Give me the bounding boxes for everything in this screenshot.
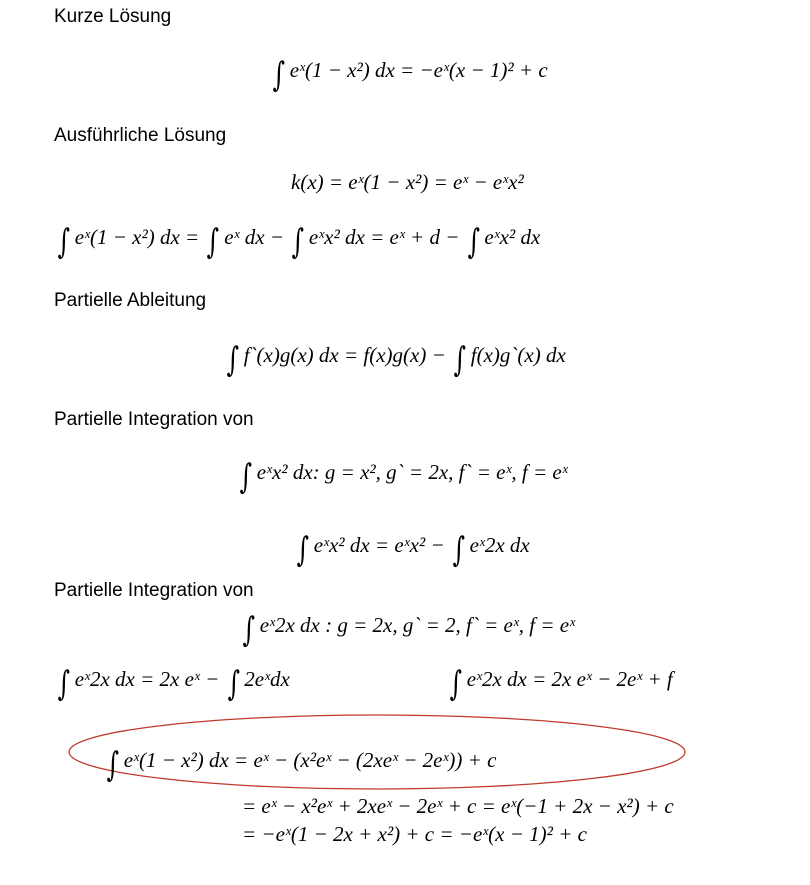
equation-combined: ∫ eˣ(1 − x²) dx = eˣ − (x²eˣ − (2xeˣ − 2eˣ)) + c (106, 745, 497, 785)
integral-sign: ∫ (242, 610, 256, 650)
equation-partial-step-2: ∫ eˣ2x dx = 2x eˣ − ∫ 2eˣdx (57, 664, 290, 704)
integral-sign: ∫ (226, 340, 240, 380)
integral-sign: ∫ (272, 55, 286, 95)
integral-sign: ∫ (296, 530, 310, 570)
integral-sign: ∫ (452, 530, 465, 570)
heading-partielle-ableitung: Partielle Ableitung (54, 290, 207, 311)
heading-kurze-loesung: Kurze Lösung (54, 6, 172, 27)
equation-split-integral: ∫ eˣ(1 − x²) dx = ∫ eˣ dx − ∫ eˣx² dx = eˣ + d − ∫ eˣx² dx (57, 222, 541, 262)
equation-k-definition: k(x) = eˣ(1 − x²) = eˣ − eˣx² (291, 170, 524, 194)
integral-sign: ∫ (106, 745, 120, 785)
heading-ausfuehrliche-loesung: Ausführliche Lösung (54, 125, 227, 146)
equation-partial-step-1: ∫ eˣx² dx = eˣx² − ∫ eˣ2x dx (296, 530, 530, 570)
equation-substitution-1: ∫ eˣx² dx: g = x², g` = 2x, f` = eˣ, f = eˣ (239, 457, 568, 497)
equation-expanded: = eˣ − x²eˣ + 2xeˣ − 2eˣ + c = eˣ(−1 + 2x − x²) + c (242, 794, 674, 818)
integral-sign: ∫ (453, 340, 467, 380)
heading-partielle-integration-1: Partielle Integration von (54, 409, 254, 430)
integral-sign: ∫ (227, 664, 240, 704)
equation-partial-formula: ∫ f`(x)g(x) dx = f(x)g(x) − ∫ f(x)g`(x) dx (226, 340, 566, 380)
integral-sign: ∫ (239, 457, 253, 497)
equation-short-solution: ∫ eˣ(1 − x²) dx = −eˣ(x − 1)² + c (272, 55, 548, 95)
integral-sign: ∫ (467, 222, 480, 262)
equation-partial-result-2: ∫ eˣ2x dx = 2x eˣ − 2eˣ + f (449, 664, 673, 704)
integral-sign: ∫ (57, 664, 71, 704)
integral-sign: ∫ (449, 664, 463, 704)
integral-sign: ∫ (57, 222, 71, 262)
integral-sign: ∫ (207, 222, 220, 262)
equation-substitution-2: ∫ eˣ2x dx : g = 2x, g` = 2, f` = eˣ, f = eˣ (242, 610, 576, 650)
heading-partielle-integration-2: Partielle Integration von (54, 580, 254, 601)
equation-final: = −eˣ(1 − 2x + x²) + c = −eˣ(x − 1)² + c (242, 822, 587, 846)
integral-sign: ∫ (291, 222, 305, 262)
